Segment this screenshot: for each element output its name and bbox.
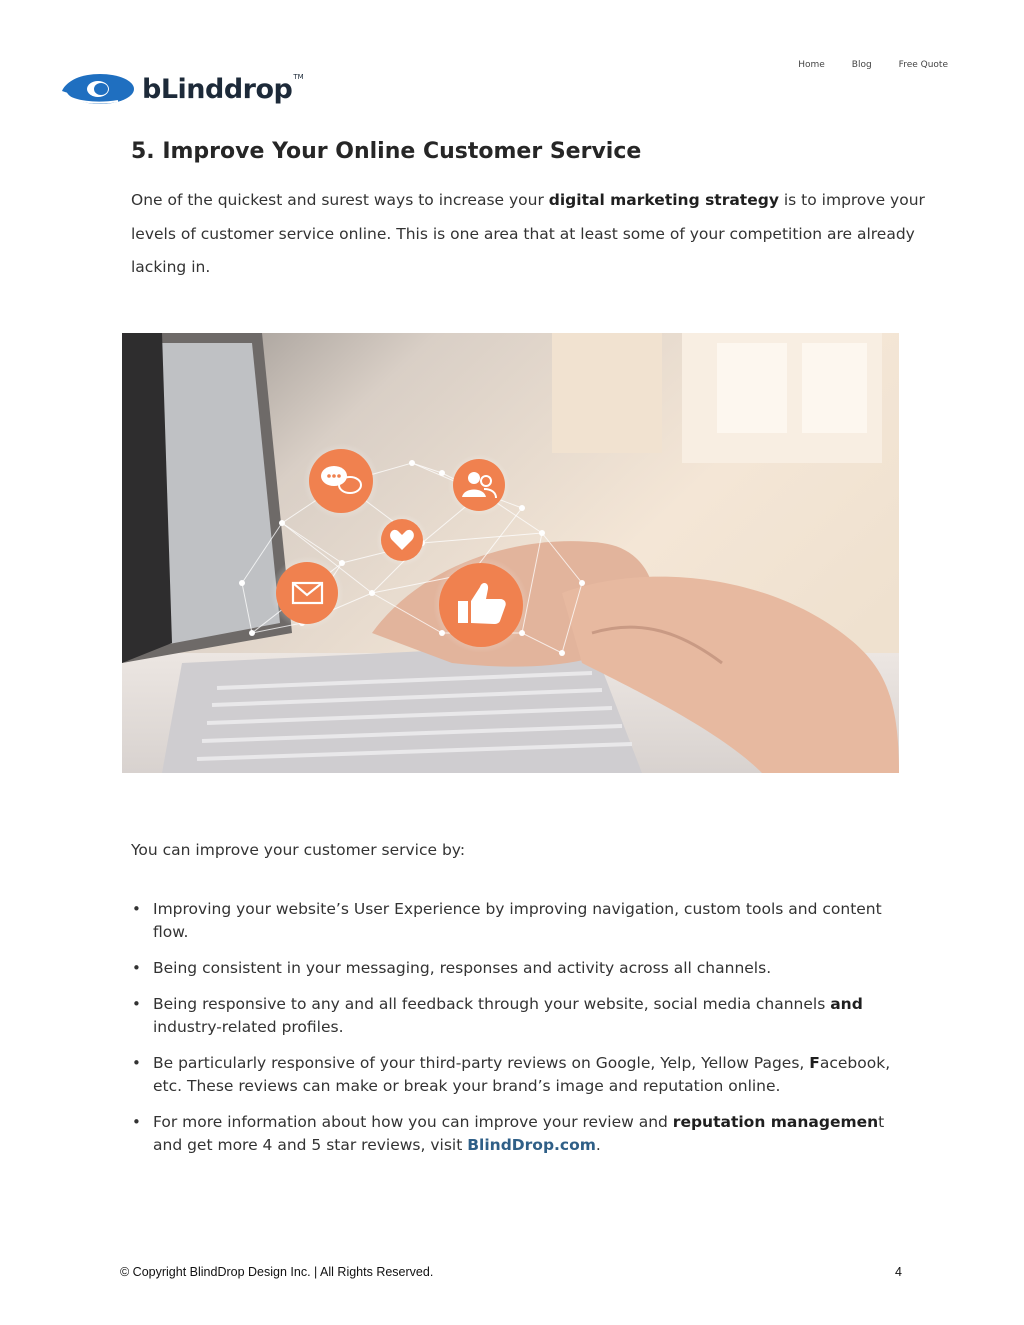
footer-copyright: © Copyright BlindDrop Design Inc. | All Rights Reserved.	[120, 1265, 434, 1279]
bullet-5-bold: reputation managemen	[672, 1113, 879, 1131]
list-item	[131, 898, 901, 944]
bullet-4-text-after: acebook, etc. These reviews can make or break your brand’s image and reputation online.	[153, 1054, 891, 1095]
bullet-4-text-before: Be particularly responsive of your third-party reviews on Google, Yelp, Yellow Pages,	[153, 1054, 810, 1072]
intro-text-before: One of the quickest and surest ways to increase your	[131, 191, 549, 209]
list-intro-text: You can improve your customer service by:	[131, 841, 466, 859]
logo-trademark: TM	[293, 73, 304, 81]
list-item	[131, 957, 901, 980]
nav-home-link[interactable]: Home	[798, 60, 825, 70]
nav-free-quote-link[interactable]: Free Quote	[898, 60, 948, 70]
bullet-5-text-mid: t and get more 4 and 5 star reviews, visit	[153, 1113, 885, 1154]
list-item	[131, 1111, 901, 1157]
envelope-icon	[270, 556, 344, 630]
thumbs-up-icon	[433, 557, 529, 653]
bullet-3-text-after: industry-related profiles.	[153, 1018, 344, 1036]
users-icon	[448, 454, 510, 516]
blinddrop-logo[interactable]	[60, 71, 304, 107]
blinddrop-swoosh-icon	[60, 71, 136, 107]
intro-bold-phrase: digital marketing strategy	[548, 191, 779, 209]
bullet-5-text-before: For more information about how you can improve your review and	[153, 1113, 673, 1131]
blinddrop-link[interactable]: BlindDrop.com	[467, 1136, 596, 1154]
chat-bubbles-icon	[303, 443, 379, 519]
heart-icon	[376, 514, 428, 566]
bullet-5-text-after: .	[595, 1136, 601, 1154]
bullet-3-bold: and	[830, 995, 863, 1013]
logo-wordmark: bLinddrop	[142, 73, 293, 105]
bullet-1-text: Improving your website’s User Experience by improving navigation, custom tools and content flow.	[153, 900, 882, 941]
customer-service-photo	[122, 333, 899, 773]
bullet-3-text-before: Being responsive to any and all feedback through your website, social media channels	[153, 995, 831, 1013]
photo-illustration	[122, 333, 899, 773]
list-item	[131, 993, 901, 1039]
bullet-2-text: Being consistent in your messaging, responses and activity across all channels.	[153, 959, 772, 977]
improvement-list	[131, 898, 901, 1170]
intro-paragraph	[131, 184, 931, 285]
intro-text-after: is to improve your levels of customer service online. This is one area that at least some of your competition are already lacking in.	[131, 191, 925, 276]
list-item	[131, 1052, 901, 1098]
section-heading: 5. Improve Your Online Customer Service	[131, 139, 642, 164]
top-nav	[798, 60, 948, 70]
page-number: 4	[895, 1265, 902, 1279]
nav-blog-link[interactable]: Blog	[851, 60, 872, 70]
bullet-4-bold: F	[809, 1054, 820, 1072]
